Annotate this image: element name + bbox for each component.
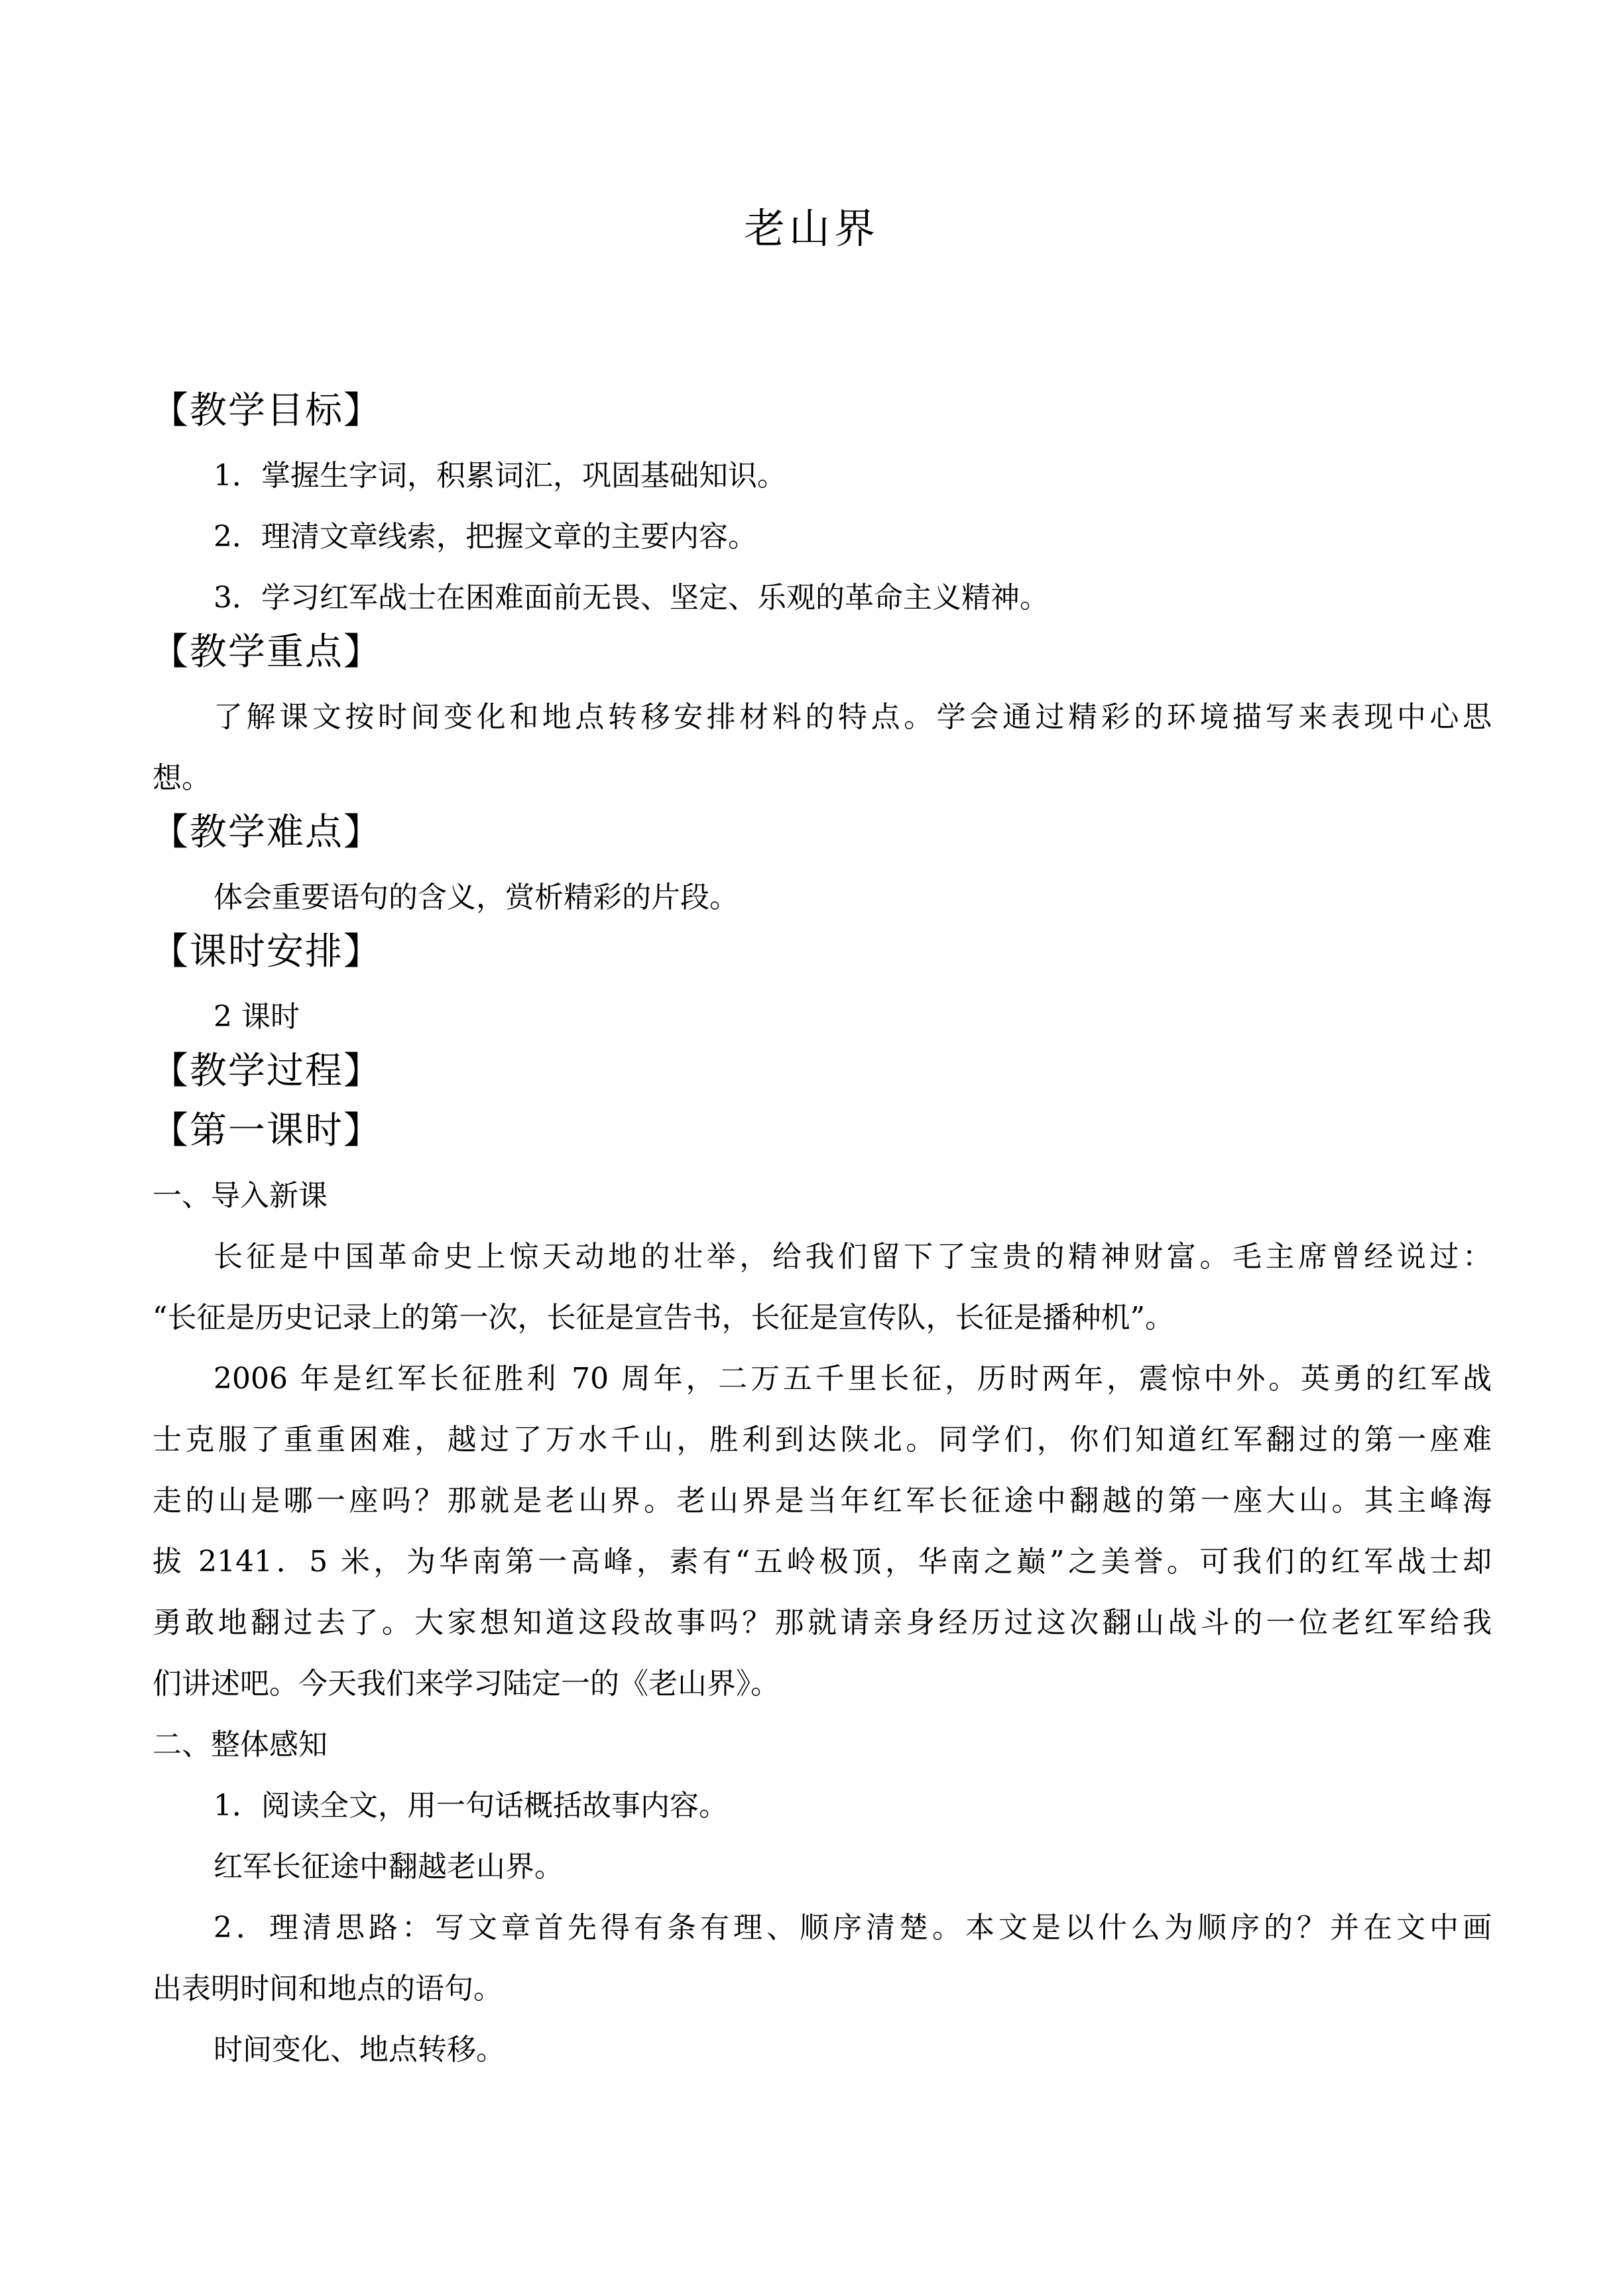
intro-paragraph-line: 2006 年是红军长征胜利 70 周年，二万五千里长征，历时两年，震惊中外。英勇的红军战 — [213, 1362, 1492, 1396]
objective-item-1: 1．掌握生字词，积累词汇，巩固基础知识。 — [213, 459, 786, 493]
keypoints-text-line: 想。 — [152, 761, 211, 795]
schedule-text: 2 课时 — [213, 1000, 300, 1034]
section-heading-process: 【教学过程】 — [151, 1050, 382, 1093]
intro-paragraph-line: 走的山是哪一座吗？那就是老山界。老山界是当年红军长征途中翻越的第一座大山。其主峰海 — [152, 1484, 1492, 1518]
task-item-1: 1．阅读全文，用一句话概括故事内容。 — [213, 1789, 728, 1823]
task-answer-1: 红军长征途中翻越老山界。 — [213, 1850, 564, 1884]
keypoints-text-line: 了解课文按时间变化和地点转移安排材料的特点。学会通过精彩的环境描写来表现中心思 — [213, 700, 1492, 734]
section-heading-schedule: 【课时安排】 — [151, 930, 382, 973]
objective-item-2: 2．理清文章线索，把握文章的主要内容。 — [213, 520, 757, 554]
task-answer-2: 时间变化、地点转移。 — [213, 2033, 505, 2067]
task-item-2-line: 2．理清思路：写文章首先得有条有理、顺序清楚。本文是以什么为顺序的？并在文中画 — [213, 1911, 1492, 1945]
task-item-2-line: 出表明时间和地点的语句。 — [152, 1972, 503, 2006]
part-title-intro: 一、导入新课 — [152, 1179, 328, 1213]
objective-item-3: 3．学习红军战士在困难面前无畏、坚定、乐观的革命主义精神。 — [213, 581, 1049, 615]
document-title: 老山界 — [743, 204, 879, 253]
section-heading-keypoints: 【教学重点】 — [151, 631, 382, 674]
difficulty-text: 体会重要语句的含义，赏析精彩的片段。 — [213, 880, 739, 914]
section-heading-objectives: 【教学目标】 — [151, 389, 382, 432]
intro-paragraph-line: 拔 2141．5 米，为华南第一高峰，素有“五岭极顶，华南之巅”之美誉。可我们的红军战士却 — [152, 1545, 1492, 1579]
section-heading-difficulty: 【教学难点】 — [151, 811, 382, 854]
part-title-overview: 二、整体感知 — [152, 1728, 328, 1762]
intro-paragraph-line: 们讲述吧。今天我们来学习陆定一的《老山界》。 — [152, 1667, 780, 1701]
intro-paragraph-line: 士克服了重重困难，越过了万水千山，胜利到达陕北。同学们，你们知道红军翻过的第一座难 — [152, 1423, 1492, 1457]
intro-paragraph-line: 勇敢地翻过去了。大家想知道这段故事吗？那就请亲身经历过这次翻山战斗的一位老红军给我 — [152, 1606, 1492, 1640]
intro-paragraph-line: 长征是中国革命史上惊天动地的壮举，给我们留下了宝贵的精神财富。毛主席曾经说过： — [213, 1240, 1492, 1274]
section-heading-lesson-1: 【第一课时】 — [151, 1109, 382, 1152]
intro-paragraph-line: “长征是历史记录上的第一次，长征是宣告书，长征是宣传队，长征是播种机”。 — [152, 1301, 1174, 1335]
